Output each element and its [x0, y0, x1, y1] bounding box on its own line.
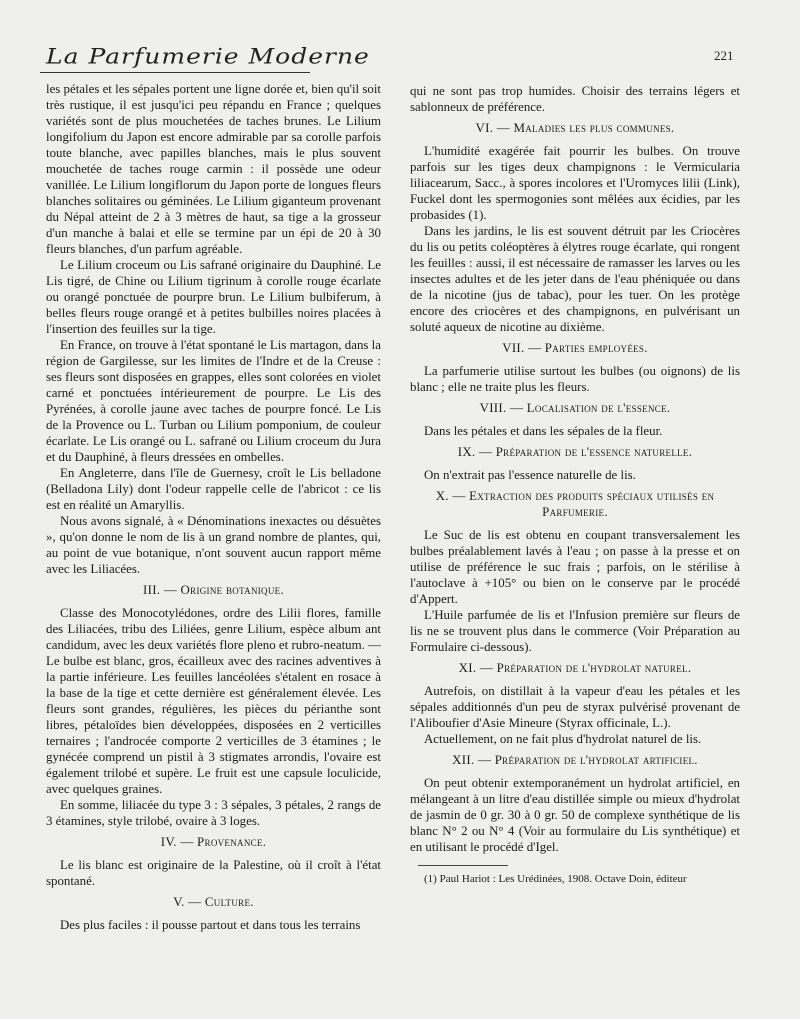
right-column	[410, 83, 740, 886]
section-heading: X. — Extraction des produits spéciaux utilisés en Parfumerie.	[435, 489, 715, 519]
paragraph: Le Suc de lis est obtenu en coupant transversalement les bulbes préalablement lavés à l'eau ; on passe à la presse et on utilise de préférence le suc frais ; parfois, on le stérilise à l'autoclave à +105° ou bien on le conserve par le procédé d'Appert.	[410, 528, 740, 606]
section-heading: III. — Origine botanique.	[143, 583, 284, 597]
section-heading: XI. — Préparation de l'hydrolat naturel.	[458, 661, 692, 675]
paragraph: Le Lilium croceum ou Lis safrané originaire du Dauphiné. Le Lis tigré, de Chine ou Lilium tigrinum à corolle rouge écarlate ou orangé ponctuée de pourpre brun. Le Lilium bulbiferum, à belles fleurs rouge orangé et à petites bulbilles noires placées à l'insertion des feuilles sur la tige.	[46, 258, 381, 336]
section-heading: XII. — Préparation de l'hydrolat artificiel.	[452, 753, 698, 767]
section-heading: VII. — Parties employées.	[502, 341, 648, 355]
paragraph: Dans les jardins, le lis est souvent détruit par les Criocères du lis ou petits coléoptères à élytres rouge écarlate, qui rongent les feuilles : aussi, il est nécessaire de ramasser les larves ou les insectes adultes et de les jeter dans de l'eau phéniquée ou dans de la nicotine (jus de tabac), pour les tuer. On les protège encore des criocères et des champignons, en pulvérisant un soluté aqueux de nicotine au dixième.	[410, 224, 740, 334]
section-heading: IV. — Provenance.	[160, 835, 267, 849]
paragraph: On n'extrait pas l'essence naturelle de lis.	[424, 468, 636, 482]
page-number: 221	[714, 48, 734, 63]
paragraph: les pétales et les sépales portent une ligne dorée et, bien qu'il soit très rustique, il est jusqu'ici peu répandu en France ; quelques variétés sont de plus mouchetées de taches brunes. Le Lilium longifolium du Japon est encore admirable par sa corolle parfois toute blanche, avec papilles blanches, mais le plus souvent mouchetée de taches rouge carmin : il possède une odeur vanillée. Le Lilium longiflorum du Japon porte de longues fleurs blanches solitaires ou géminées. Le Lilium giganteum provenant du Népal atteint de 2 à 3 mètres de haut, sa tige a la grosseur d'un manche à balai et elle se termine par un épi de 20 à 30 fleurs blanches, d'un parfum agréable.	[46, 82, 381, 256]
section-heading: VI. — Maladies les plus communes.	[475, 121, 675, 135]
paragraph: qui ne sont pas trop humides. Choisir des terrains légers et sablonneux de préférence.	[410, 84, 740, 114]
masthead-logo: La Parfumerie Moderne	[46, 44, 370, 69]
paragraph: Des plus faciles : il pousse partout et dans tous les terrains	[60, 918, 361, 932]
left-column	[46, 81, 381, 933]
paragraph: L'humidité exagérée fait pourrir les bulbes. On trouve parfois sur les tiges deux champignons : le Vermicularia liliacearum, Sacc., à spores incolores et l'Uromyces lilii (Link), Fuckel dont les spermogonies sont mêlées aux écidies, par les probasides (1).	[410, 144, 740, 222]
paragraph: On peut obtenir extemporanément un hydrolat artificiel, en mélangeant à un litre d'eau distillée simple ou mieux d'hydrolat de jasmin de 0 gr. 30 à 0 gr. 50 de complexe synthétique de lis blanc N° 2 ou N° 4 (Voir au formulaire du Lis synthétique) et en utilisant le procédé d'Igel.	[410, 776, 740, 854]
paragraph: Actuellement, on ne fait plus d'hydrolat naturel de lis.	[424, 732, 702, 746]
paragraph: La parfumerie utilise surtout les bulbes (ou oignons) de lis blanc ; elle ne traite plus les fleurs.	[410, 364, 740, 394]
section-heading: VIII. — Localisation de l'essence.	[479, 401, 671, 415]
paragraph: En somme, liliacée du type 3 : 3 sépales, 3 pétales, 2 rangs de 3 étamines, style trilobé, ovaire à 3 loges.	[46, 798, 381, 828]
paragraph: En Angleterre, dans l'île de Guernesy, croît le Lis belladone (Belladona Lily) dont l'odeur rappelle celle de l'abricot : ce lis est en réalité un Amaryllis.	[46, 466, 381, 512]
paragraph: En France, on trouve à l'état spontané le Lis martagon, dans la région de Gargilesse, sur les limites de l'Indre et de la Creuse : ses fleurs sont disposées en grappes, elles sont colorées en violet carné et ponctuées intérieurement de pourpre. Le Lis des Pyrénées, à corolle jaune avec taches de pourpre foncé. Le Lis de la Provence ou L. Turban ou Lilium pomponium, de couleur écarlate. Le Lis orangé ou L. safrané ou Lilium croceum du Jura et du Dauphiné, à fleurs dressées en ombelles.	[46, 338, 381, 464]
paragraph: L'Huile parfumée de lis et l'Infusion première sur fleurs de lis ne se trouvent plus dans le commerce (Voir Préparation au Formulaire ci-dessous).	[410, 608, 740, 654]
masthead-rule	[40, 72, 310, 73]
section-heading: IX. — Préparation de l'essence naturelle.	[457, 445, 693, 459]
footnote: (1) Paul Hariot : Les Urédinées, 1908. Octave Doin, éditeur	[424, 873, 687, 885]
paragraph: Classe des Monocotylédones, ordre des Lilii flores, famille des Liliacées, tribu des Liliées, genre Lilium, espèce album ant candidum, avec les deux variétés flore pleno et rubro-neatum. — Le bulbe est blanc, gros, écailleux avec des racines adventives à la partie inférieure. Les feuilles lancéolées s'étalent en rosace à la base de la tige et cette dernière est généralement élevée. Les fleurs sont grandes, régulières, les pièces du périanthe sont libres, pétaloïdes bien développées, disposées en 2 verticilles ternaires ; l'androcée comporte 2 verticilles de 3 étamines ; le gynécée comprend un pistil à 3 stigmates arrondis, l'ovaire est également trilobé et supère. Le fruit est une capsule loculicide, avec quelques graines.	[46, 606, 381, 796]
paragraph: Dans les pétales et dans les sépales de la fleur.	[424, 424, 663, 438]
footnote-rule	[418, 865, 508, 866]
paragraph: Autrefois, on distillait à la vapeur d'eau les pétales et les sépales additionnés d'un peu de styrax pulvérisé provenant de l'Aliboufier d'Asie Mineure (Styrax officinale, L.).	[410, 684, 740, 730]
paragraph: Le lis blanc est originaire de la Palestine, où il croît à l'état spontané.	[46, 858, 381, 888]
section-heading: V. — Culture.	[173, 895, 254, 909]
paragraph: Nous avons signalé, à « Dénominations inexactes ou désuètes », qu'on donne le nom de lis à un grand nombre de plantes, qui, au point de vue botanique, n'ont souvent aucun rapport même avec les Liliacées.	[46, 514, 381, 576]
